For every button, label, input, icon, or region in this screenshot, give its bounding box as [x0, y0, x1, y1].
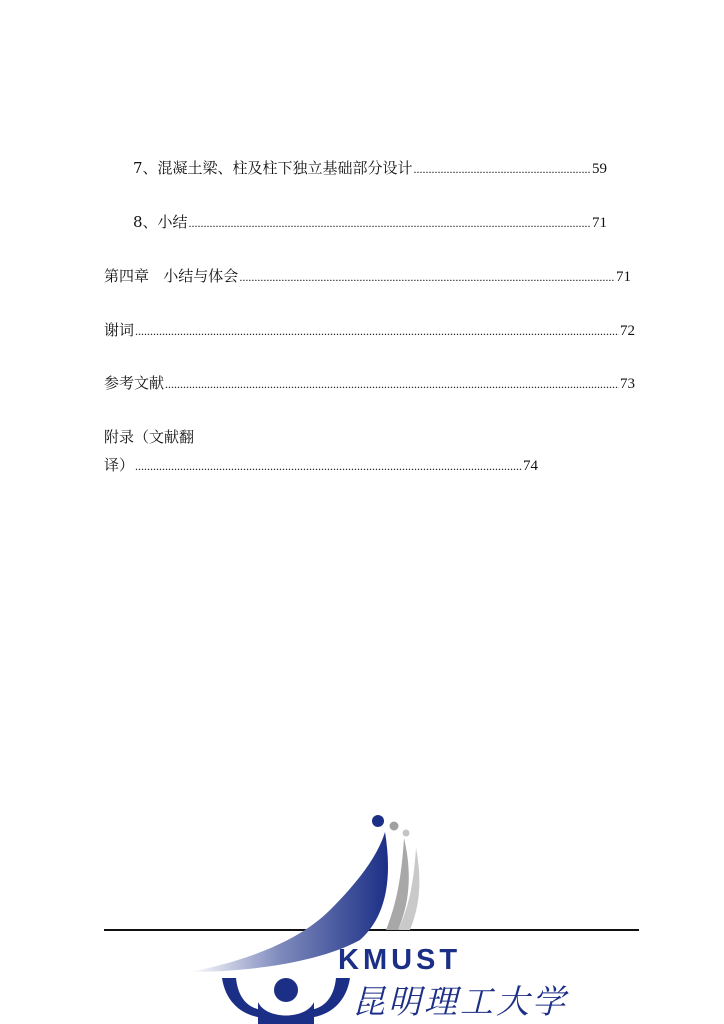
toc-entry-page: 74 [523, 458, 538, 474]
toc-entry-title: 译） [104, 456, 135, 474]
toc-entry-title: 参考文献 [104, 374, 165, 392]
logo-gray-dot [390, 822, 399, 831]
toc-entry-page: 71 [616, 269, 631, 285]
toc-entry-page: 71 [592, 215, 607, 231]
toc-entry-title: 8、小结 [133, 213, 188, 231]
university-name: 昆明理工大学 [352, 982, 568, 1021]
logo-w-head [274, 978, 298, 1002]
toc-entry-page: 73 [620, 376, 635, 392]
kmust-logo-text: KMUST [338, 944, 462, 976]
toc-entry-page: 59 [592, 161, 607, 177]
toc-entry-title: 7、混凝土梁、柱及柱下独立基础部分设计 [133, 159, 413, 177]
logo-gray-dot-small [403, 830, 410, 837]
logo-w-right [304, 978, 350, 1018]
toc-entry-page: 72 [620, 323, 635, 339]
toc-entry-title: 谢词 [104, 321, 135, 339]
logo-w-body [258, 1002, 314, 1024]
toc-entry-title: 第四章 小结与体会 [104, 267, 239, 285]
logo-blue-dot [372, 815, 384, 827]
toc-entry-title: 附录（文献翻 [104, 428, 195, 446]
